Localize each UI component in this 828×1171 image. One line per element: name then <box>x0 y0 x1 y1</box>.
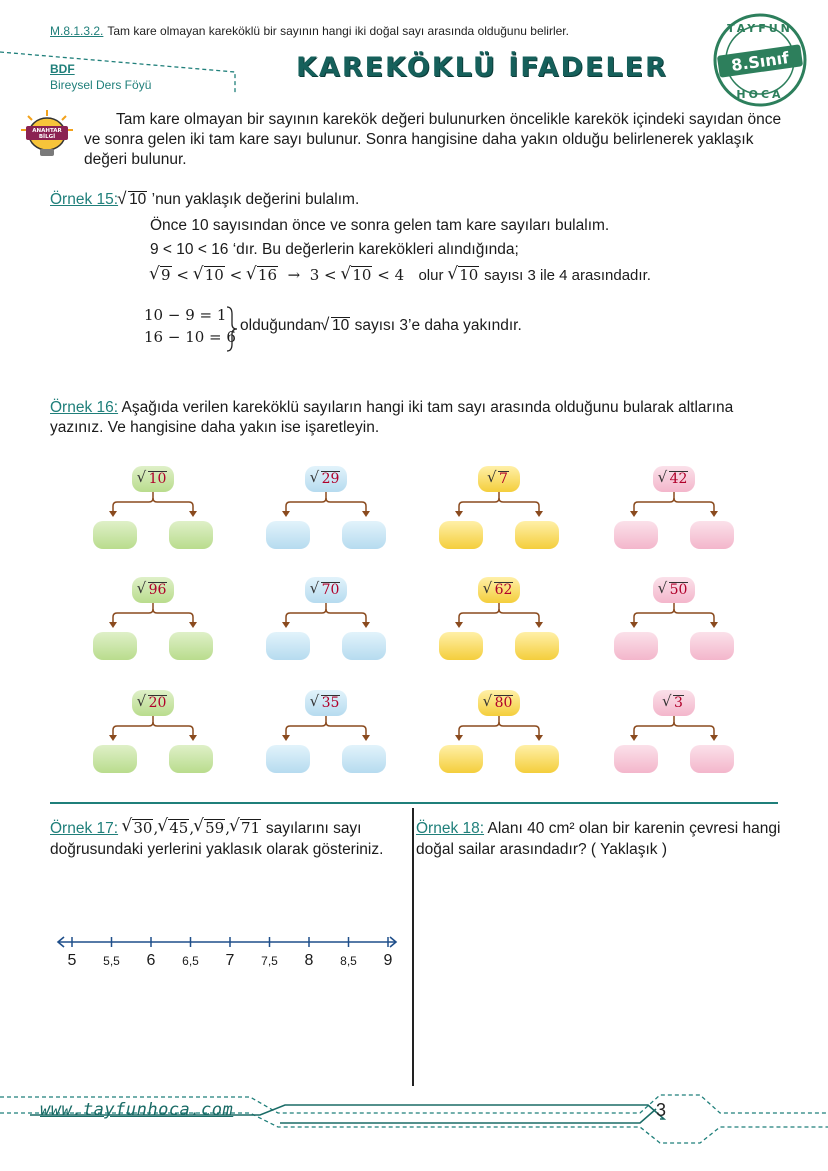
footer-decoration <box>0 1085 828 1155</box>
example-15-line-1: Önce 10 sayısından önce ve sonra gelen tam kare sayıları bulalım. <box>150 217 610 234</box>
root-bubble: √ 35 <box>305 690 347 716</box>
number-line-label: 6 <box>146 952 156 969</box>
branch-arrows-icon <box>624 603 724 633</box>
lower-bound-answer-box[interactable] <box>439 745 483 773</box>
number-line-label: 6,5 <box>182 954 199 968</box>
stamp-bottom-text: HOCA <box>736 88 784 101</box>
example-18-text: Alanı 40 cm² olan bir karenin çevresi hangi doğal sailar arasındadır? ( Yaklaşık ) <box>416 820 781 858</box>
number-line-label: 7,5 <box>261 954 278 968</box>
lower-bound-answer-box[interactable] <box>439 521 483 549</box>
bdf-label: BDF <box>50 62 75 76</box>
standard-line <box>50 24 569 38</box>
upper-bound-answer-box[interactable] <box>342 632 386 660</box>
standard-text: Tam kare olmayan kareköklü bir sayının hangi iki doğal sayı arasında olduğunu belirler. <box>107 24 569 38</box>
number-line[interactable] <box>56 930 402 980</box>
branch-arrows-icon <box>276 716 376 746</box>
lower-bound-answer-box[interactable] <box>614 521 658 549</box>
example-17-text: sayılarını sayı doğrusundaki yerlerini yaklasık olarak gösteriniz. <box>50 820 384 858</box>
difference-2: 16 − 10 = 6 <box>144 328 236 346</box>
upper-bound-answer-box[interactable] <box>169 632 213 660</box>
upper-bound-answer-box[interactable] <box>342 521 386 549</box>
upper-bound-answer-box[interactable] <box>690 632 734 660</box>
website-link[interactable]: www.tayfunhoca.com <box>40 1100 234 1120</box>
lower-bound-answer-box[interactable] <box>93 745 137 773</box>
key-info-bulb-icon <box>18 108 76 158</box>
upper-bound-answer-box[interactable] <box>169 745 213 773</box>
bulb-text-1: ANAHTAR <box>32 128 62 134</box>
example-15-conclusion: olduğundan√ 10 sayısı 3’e daha yakındır. <box>240 317 522 335</box>
branch-arrows-icon <box>103 492 203 522</box>
number-line-label: 5,5 <box>103 954 120 968</box>
branch-arrows-icon <box>624 716 724 746</box>
difference-block <box>144 304 236 348</box>
upper-bound-answer-box[interactable] <box>515 632 559 660</box>
bulb-text-2: BİLGİ <box>38 134 56 140</box>
upper-bound-answer-box[interactable] <box>515 745 559 773</box>
tayfun-hoca-stamp <box>712 12 808 108</box>
example-15-title <box>50 191 359 209</box>
branch-arrows-icon <box>276 603 376 633</box>
branch-arrows-icon <box>276 492 376 522</box>
root-bubble: √ 80 <box>478 690 520 716</box>
page-number: 3 <box>656 1100 667 1120</box>
root-bubble: √ 10 <box>132 466 174 492</box>
root-bubble: √ 20 <box>132 690 174 716</box>
stamp-mid-text: 8.Sınıf <box>729 48 791 75</box>
arrow-icon: → <box>287 266 301 284</box>
example-17-label: Örnek 17: <box>50 820 119 837</box>
header-dashed-line <box>0 50 240 100</box>
number-line-label: 8,5 <box>340 954 357 968</box>
lower-bound-answer-box[interactable] <box>93 521 137 549</box>
number-line-label: 9 <box>383 952 393 969</box>
branch-arrows-icon <box>103 603 203 633</box>
root-bubble: √ 3 <box>653 690 695 716</box>
number-line-label: 8 <box>304 952 314 969</box>
example-17: Örnek 17: √ 30,√ 45,√ 59,√ 71 sayılarını sayı doğrusundaki yerlerini yaklasık olarak gösteriniz. <box>50 818 412 860</box>
bdf-subtitle: Bireysel Ders Föyü <box>50 78 152 92</box>
lower-bound-answer-box[interactable] <box>439 632 483 660</box>
number-line-label: 5 <box>67 952 77 969</box>
lower-bound-answer-box[interactable] <box>93 632 137 660</box>
standard-code: M.8.1.3.2. <box>50 24 104 38</box>
lower-bound-answer-box[interactable] <box>266 521 310 549</box>
lower-bound-answer-box[interactable] <box>266 745 310 773</box>
lower-bound-answer-box[interactable] <box>614 632 658 660</box>
example-16-text: Aşağıda verilen kareköklü sayıların hangi iki tam sayı arasında olduğunu bularak altlarına yazınız. Ve hangisine daha yakın ise işaretleyin. <box>50 399 734 436</box>
branch-arrows-icon <box>449 492 549 522</box>
upper-bound-answer-box[interactable] <box>515 521 559 549</box>
branch-arrows-icon <box>624 492 724 522</box>
lower-bound-answer-box[interactable] <box>614 745 658 773</box>
section-divider <box>50 802 778 804</box>
example-15-title-rest: ’nun yaklaşık değerini bulalım. <box>147 191 360 208</box>
difference-1: 10 − 9 = 1 <box>144 306 227 324</box>
example-15-label: Örnek 15: <box>50 191 119 208</box>
example-15-inequality: √ 9 < √ 10 < √ 16 → 3 < √ 10 < 4 olur √ 10 sayısı 3 ile 4 arasındadır. <box>150 266 651 284</box>
root-bubble: √ 7 <box>478 466 520 492</box>
column-divider <box>412 808 414 1086</box>
root-bubble: √ 50 <box>653 577 695 603</box>
branch-arrows-icon <box>449 716 549 746</box>
right-brace-icon <box>226 306 238 352</box>
upper-bound-answer-box[interactable] <box>690 521 734 549</box>
upper-bound-answer-box[interactable] <box>169 521 213 549</box>
root-bubble: √ 62 <box>478 577 520 603</box>
root-bubble: √ 70 <box>305 577 347 603</box>
example-15-line-2: 9 < 10 < 16 ‘dır. Bu değerlerin karekökleri alındığında; <box>150 241 519 258</box>
example-18 <box>416 818 786 860</box>
example-18-label: Örnek 18: <box>416 820 485 837</box>
example-16-instructions <box>50 398 782 438</box>
upper-bound-answer-box[interactable] <box>342 745 386 773</box>
branch-arrows-icon <box>449 603 549 633</box>
root-bubble: √ 96 <box>132 577 174 603</box>
intro-paragraph: Tam kare olmayan bir sayının karekök değeri bulunurken öncelikle karekök içindeki sayıdan önce ve sonra gelen iki tam kare sayı bulunur. Sonra hangisine daha yakın olduğu belirlenerek yaklaşık değeri bulunur. <box>84 111 782 168</box>
root-bubble: √ 42 <box>653 466 695 492</box>
stamp-top-text: TAYFUN <box>727 22 793 35</box>
root-bubble: √ 29 <box>305 466 347 492</box>
page-title: KAREKÖKLÜ İFADELER <box>296 52 668 83</box>
upper-bound-answer-box[interactable] <box>690 745 734 773</box>
lower-bound-answer-box[interactable] <box>266 632 310 660</box>
number-line-label: 7 <box>225 952 235 969</box>
branch-arrows-icon <box>103 716 203 746</box>
sqrt-10: √ 10 <box>118 191 147 209</box>
example-16-label: Örnek 16: <box>50 399 119 416</box>
